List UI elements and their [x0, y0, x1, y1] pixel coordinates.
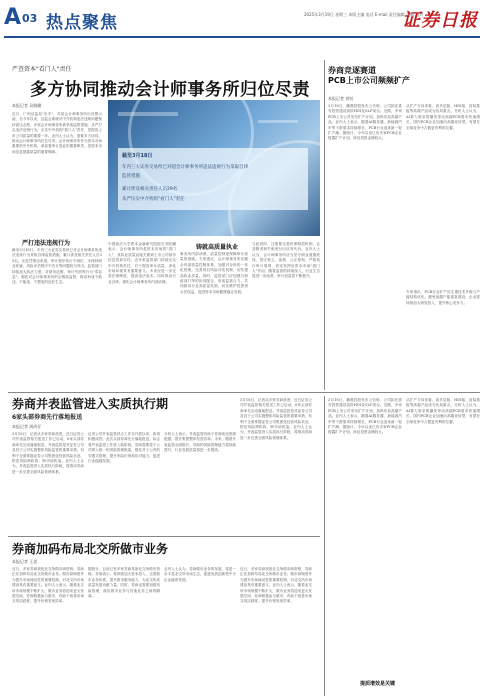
newspaper-logo: 证券日报: [402, 10, 478, 31]
right-story-title: [328, 66, 410, 86]
section3-column-2: 据统计，目前已有多家券商具备北交所做市资格。券商表示，将持续加大资本投入，完善做市业务体系，提升做市服务能力，为北交所高质量发展贡献力量。同时，券商也需要加强风险管理，做好做市业务与其他业务之间的隔离。: [88, 567, 160, 599]
lead-subhead: 严打违法违规行为: [22, 240, 71, 247]
column-divider: [324, 60, 325, 390]
caption-line: 从严压实中介机构"看门人"责任: [122, 197, 185, 202]
caption-line: 监管措施: [122, 174, 140, 179]
lead-column-1: 近日，广州证监局"出手"，对某会计师事务所出具警示函，自今年以来，证监会系统对中介机构违法违规问题保持高压态势，多家会计师事务所被采取监管措施。从严打击违法违规行为，压实中介机构"看门人"责任，是提高上市公司质量的重要一环。业内人士认为，需要多方协同，推动会计师事务所归位尽责。会计师事务所作为资本市场重要的中介机构，承担着审计鉴证的重要职责，是资本市场信息披露质量的重要保障。: [12, 112, 102, 154]
section2-byline: 本报记者 周尚仔: [12, 424, 42, 429]
right-lower-column-1: 3月18日，鹏鼎控股发布公告称，公司拟在淮安投资建设高阶HDI及SLP项目。近期，多家PCB上市公司发布扩产计划，加码布局高端产品。业内人士表示，随着AI服务器、新能源汽车等下游需求持续增长，PCB行业迎来新一轮扩产潮。据统计，今年以来已有多家PCB企业披露扩产计划，涉及投资金额较大。: [328, 398, 402, 435]
column-divider: [324, 396, 325, 696]
section-letter: A: [4, 5, 22, 30]
section-divider: [8, 392, 480, 393]
photo-bar: [258, 120, 298, 123]
lead-column-5: 与此同时，还需要完善民事赔偿机制，让造假者和失职者付出应有代价。业内人士认为，会计师事务所应当坚守职业道德底线，恪守独立、客观、公正原则，严格执行审计准则，切实发挥好资本市场"看门人"作用。随着监管的持续深入，行业生态将进一步改善，审计质量将不断提升。: [252, 242, 320, 279]
section-divider: [8, 536, 320, 537]
section-number: 03: [22, 12, 38, 25]
section2-column-4: 3月18日，记者从多家券商获悉，近日证券公司并表监管相关报送工作已启动，6家头部券商率先完成落地报送。并表监管是对证券公司及其子公司实施整体风险监管的重要举措，有利于全面掌握证券公司集团化经营风险状况，防范风险跨机构、跨市场传染。业内人士认为，并表监管进入实质执行阶段，将推动券商进一步完善全面风险管理体系。: [240, 398, 312, 440]
section3-column-1: 近日，多家券商获批北交所做市商资格，券商正在加码布局北交所做市业务。做市商制度作为提升市场流动性的重要机制，对北交所市场建设具有重要意义。业内人士表示，随着北交所市场规模不断扩大，做市业务将迎来更大发展空间，券商积极参与做市，有助于改善市场交易活跃度，提升价格发现效率。: [12, 567, 84, 604]
section3-title: 券商加码布局北交所做市业务: [12, 542, 169, 556]
section-name: 热点聚焦: [46, 13, 118, 33]
section2-column-1: 3月18日，记者从多家券商获悉，近日证券公司并表监管相关报送工作已启动，6家头部券商率先完成落地报送。并表监管是对证券公司及其子公司实施整体风险监管的重要举措，有利于全面掌握证券公司集团化经营风险状况，防范风险跨机构、跨市场传染。业内人士认为，并表监管进入实质执行阶段，将推动券商进一步完善全面风险管理体系。: [12, 432, 84, 474]
header-meta: 2025年3月19日 星期三 本版主编 电话 E-mail 责任编辑 美编 校对: [304, 12, 424, 17]
section2-column-2: 证券公司并表监管试点工作自开展以来，取得积极成效。此次头部券商先行落地报送，标志着并表监管工作进入新阶段。券商需要将子公司纳入统一的风险管理框架，强化对子公司的穿透式管理，提升风险识别和应对能力，促进行业稳健发展。: [88, 432, 160, 464]
right-lower-column-2: 从扩产方向来看，高多层板、HDI板、封装基板等高端产品成为布局重点。分析人士认为，AI算力需求的爆发带动高端PCB需求快速增长，国内PCB企业加速向高端化转型，有望在全球竞争中占据更有利的位置。: [406, 398, 480, 424]
lower-right-subhead: 提质增效是关键: [360, 681, 396, 687]
section3-column-4: 近日，多家券商获批北交所做市商资格，券商正在加码布局北交所做市业务。做市商制度作为提升市场流动性的重要机制，对北交所市场建设具有重要意义。业内人士表示，随着北交所市场规模不断扩大，做市业务将迎来更大发展空间，券商积极参与做市，有助于改善市场交易活跃度，提升价格发现效率。: [240, 567, 312, 604]
lead-byline: 本报记者 吴晓璐: [12, 103, 42, 108]
lead-column-2: 截至3月18日，年内三大证券交易所已对会计师事务所违法违规行为采取自律监管措施，累计涉及相关责任人员29名。从处罚情况来看，审计程序执行不到位、未保持职业怀疑、风险评估程序不充分等问题较为突出。监管部门持续加大执法力度，对财务造假、审计失职等行为"零容忍"，强化对会计师事务所的全链条监管，推动形成不敢违、不能违、不想违的良好生态。: [12, 248, 102, 285]
section2-subtitle: 6家头部券商先行落地报送: [12, 414, 83, 421]
lead-headline: 多方协同推动会计师事务所归位尽责: [30, 80, 310, 100]
caption-line: 年内三大证券交易所已对超会计师事务所违法违规行为采取自律: [122, 165, 248, 170]
photo-bar: [118, 112, 178, 116]
right-column-3: 专家指出，PCB行业扩产应注重技术升级与产能结构优化，避免低端产能重复建设，企业需持续加大研发投入，提升核心竞争力。: [406, 290, 480, 305]
section2-title: 券商并表监管进入实质执行期: [12, 397, 169, 411]
page-header: [4, 6, 480, 40]
lead-column-3: 中国政法大学资本金融研究院院长刘纪鹏表示，会计师事务所是资本市场的"看门人"，其执业质量直接关系到上市公司财务信息的真实性。近年来监管部门持续压实中介机构责任，对于提高审计质量、净化市场环境具有重要意义。未来应进一步完善法律制度，提高违法成本，同时推动行业自律，强化会计师事务所内部治理。: [108, 242, 176, 284]
right-title-line-1: 券商竞逐赛道: [328, 66, 376, 75]
header-rule: [4, 36, 480, 38]
right-column-2: 从扩产方向来看，高多层板、HDI板、封装基板等高端产品成为布局重点。分析人士认为，AI算力需求的爆发带动高端PCB需求快速增长，国内PCB企业加速向高端化转型，有望在全球竞争中占据更有利的位置。: [406, 104, 480, 130]
lead-column-4: 事务所内部治理、质量控制是保障审计质量的基础。专家建议，会计师事务所应健全内部质量控制体系，加强对分所的一体化管理，完善项目风险评估机制，切实提高执业质量。同时，监管部门应加强与财政部门等的协同配合，形成监管合力，共同推动行业高质量发展，切实维护投资者合法权益，促进资本市场健康稳定发展。: [180, 252, 248, 294]
photo-caption-panel: [118, 148, 308, 210]
caption-line: 截至3月18日: [122, 153, 153, 159]
section3-byline: 本报记者 王思: [12, 559, 38, 564]
lead-kicker: 严查资本"看门人"责任: [12, 66, 72, 73]
right-column-1: 3月18日，鹏鼎控股发布公告称，公司拟在淮安投资建设高阶HDI及SLP项目。近期，多家PCB上市公司发布扩产计划，加码布局高端产品。业内人士表示，随着AI服务器、新能源汽车等下游需求持续增长，PCB行业迎来新一轮扩产潮。据统计，今年以来已有多家PCB企业披露扩产计划，涉及投资金额较大。: [328, 104, 402, 141]
lead-subhead-2: 铸就高质量执业: [196, 244, 239, 251]
right-title-line-2: PCB上市公司频频扩产: [328, 76, 410, 85]
right-story-byline: 本报记者 刘钊: [328, 96, 354, 101]
caption-line: 累计涉及相关责任人员29名: [122, 187, 178, 192]
section2-column-3: 分析人士表示，并表监管有助于券商优化资源配置，提升集团整体经营效率。未来，随着并表监管全面推开，券商的风险管理能力将持续提升，行业发展质量将进一步提高。: [164, 432, 236, 453]
section3-column-3: 业内人士认为，券商做市业务的发展，将进一步丰富北交所市场生态，促进优质创新型中小企业融资发展。: [164, 567, 236, 582]
